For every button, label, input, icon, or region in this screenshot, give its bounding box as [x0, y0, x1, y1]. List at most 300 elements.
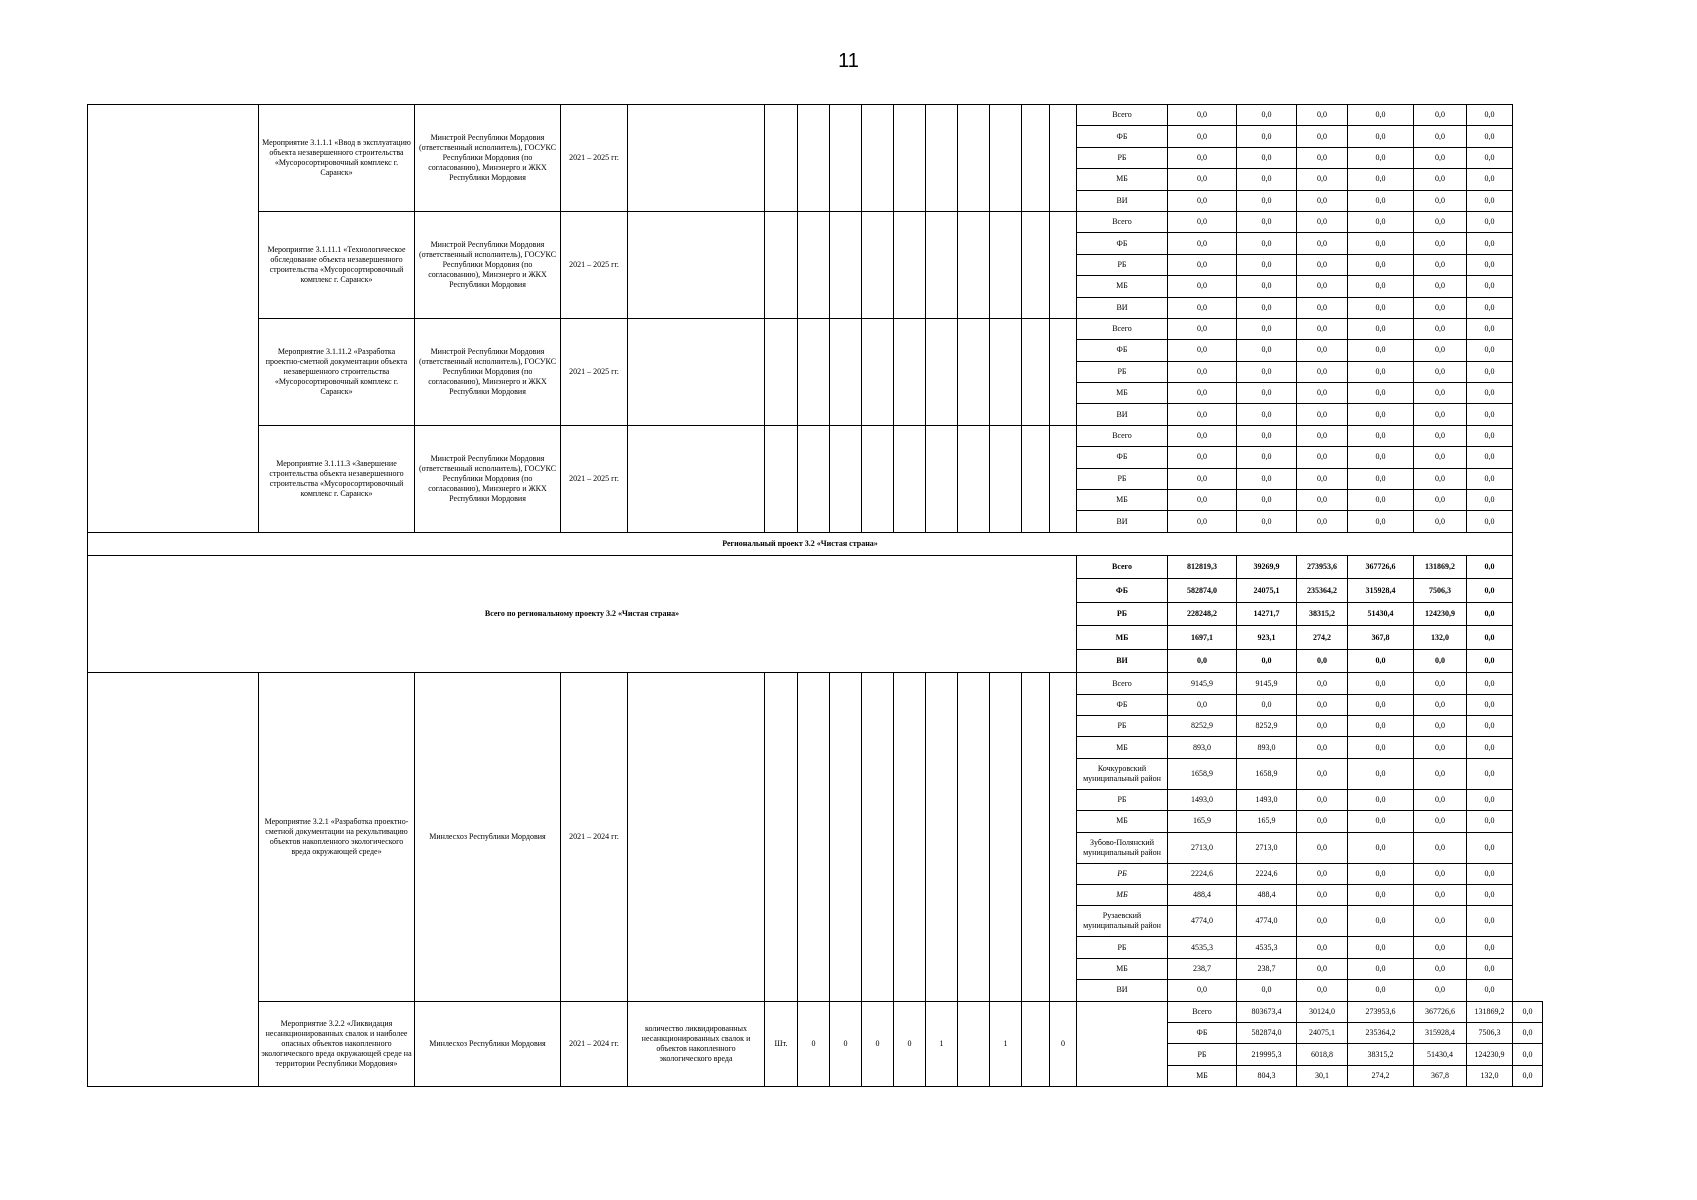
amount-cell: 0,0 — [1348, 937, 1414, 958]
amount-cell: 0,0 — [1168, 276, 1237, 297]
amount-cell: 0,0 — [1348, 863, 1414, 884]
amount-cell: 0,0 — [1414, 340, 1467, 361]
indicator-value-cell — [862, 673, 894, 1001]
funding-source-cell: Всего — [1077, 673, 1168, 694]
responsible-cell: Минлесхоз Республики Мордовия — [415, 673, 561, 1001]
amount-cell: 0,0 — [1297, 105, 1348, 126]
amount-cell: 0,0 — [1237, 340, 1297, 361]
amount-cell: 0,0 — [1467, 147, 1513, 168]
measure-name-cell: Мероприятие 3.1.11.3 «Завершение строительства объекта незавершенного строительства «Мусоросортировочный комплекс г. Саранск» — [259, 425, 415, 532]
amount-cell: 0,0 — [1467, 490, 1513, 511]
amount-cell: 0,0 — [1348, 832, 1414, 863]
amount-cell: 274,2 — [1348, 1065, 1414, 1086]
amount-cell: 9145,9 — [1168, 673, 1237, 694]
amount-cell: 235364,2 — [1348, 1023, 1414, 1044]
funding-source-cell: Зубово-Полянский муниципальный район — [1077, 832, 1168, 863]
amount-cell: 0,0 — [1348, 737, 1414, 758]
amount-cell: 51430,4 — [1348, 602, 1414, 626]
amount-cell: 8252,9 — [1168, 716, 1237, 737]
funding-source-cell: ФБ — [1077, 579, 1168, 603]
indicator-value-cell — [1050, 105, 1077, 212]
funding-source-cell: Всего — [1077, 555, 1168, 579]
indicator-value-cell: 0 — [1050, 1001, 1077, 1087]
amount-cell: 0,0 — [1467, 126, 1513, 147]
amount-cell: 7506,3 — [1467, 1023, 1513, 1044]
amount-cell: 38315,2 — [1348, 1044, 1414, 1065]
amount-cell: 2713,0 — [1168, 832, 1237, 863]
funding-source-cell: Всего — [1077, 318, 1168, 339]
responsible-cell: Минстрой Республики Мордовия (ответственный исполнитель), ГОСУКС Республики Мордовия (по согласованию), Минэнерго и ЖКХ Республики Мордовия — [415, 425, 561, 532]
amount-cell: 315928,4 — [1414, 1023, 1467, 1044]
amount-cell: 0,0 — [1168, 254, 1237, 275]
indicator-value-cell: 0 — [862, 1001, 894, 1087]
amount-cell: 131869,2 — [1467, 1001, 1513, 1022]
funding-source-cell: ВИ — [1077, 190, 1168, 211]
amount-cell: 0,0 — [1297, 937, 1348, 958]
amount-cell: 0,0 — [1297, 490, 1348, 511]
amount-cell: 39269,9 — [1237, 555, 1297, 579]
funding-source-cell: Всего — [1077, 211, 1168, 232]
amount-cell: 0,0 — [1348, 276, 1414, 297]
amount-cell: 488,4 — [1168, 885, 1237, 906]
amount-cell: 0,0 — [1414, 958, 1467, 979]
indicator-value-cell — [1050, 425, 1077, 532]
amount-cell: 0,0 — [1414, 980, 1467, 1001]
amount-cell: 0,0 — [1414, 863, 1467, 884]
funding-source-cell: ФБ — [1077, 126, 1168, 147]
amount-cell: 0,0 — [1467, 832, 1513, 863]
amount-cell: 0,0 — [1467, 885, 1513, 906]
amount-cell: 0,0 — [1414, 716, 1467, 737]
period-cell: 2021 – 2025 гг. — [561, 425, 628, 532]
amount-cell: 0,0 — [1414, 105, 1467, 126]
amount-cell: 0,0 — [1467, 716, 1513, 737]
amount-cell: 0,0 — [1348, 694, 1414, 715]
funding-source-cell: РБ — [1077, 147, 1168, 168]
amount-cell: 1697,1 — [1168, 626, 1237, 650]
amount-cell: 0,0 — [1467, 340, 1513, 361]
amount-cell: 893,0 — [1237, 737, 1297, 758]
amount-cell: 0,0 — [1237, 190, 1297, 211]
amount-cell: 0,0 — [1414, 937, 1467, 958]
amount-cell: 0,0 — [1467, 233, 1513, 254]
amount-cell: 0,0 — [1168, 169, 1237, 190]
amount-cell: 0,0 — [1168, 404, 1237, 425]
indicator-value-cell — [926, 673, 958, 1001]
page-number: 11 — [838, 50, 859, 72]
indicator-value-cell — [830, 425, 862, 532]
amount-cell: 0,0 — [1467, 649, 1513, 673]
indicator-value-cell — [926, 425, 958, 532]
amount-cell: 0,0 — [1467, 673, 1513, 694]
amount-cell: 0,0 — [1467, 105, 1513, 126]
indicator-value-cell: 0 — [894, 1001, 926, 1087]
amount-cell: 0,0 — [1414, 318, 1467, 339]
amount-cell: 0,0 — [1467, 318, 1513, 339]
amount-cell: 0,0 — [1297, 468, 1348, 489]
funding-source-cell: МБ — [1077, 626, 1168, 650]
indicator-value-cell — [1050, 673, 1077, 1001]
amount-cell: 0,0 — [1297, 958, 1348, 979]
amount-cell: 0,0 — [1297, 190, 1348, 211]
amount-cell: 812819,3 — [1168, 555, 1237, 579]
amount-cell: 0,0 — [1237, 425, 1297, 446]
amount-cell: 367,8 — [1414, 1065, 1467, 1086]
indicator-cell: количество ликвидированных несанкционированных свалок и объектов накопленного экологического вреда — [628, 1001, 765, 1087]
amount-cell: 0,0 — [1297, 906, 1348, 937]
amount-cell: 4774,0 — [1168, 906, 1237, 937]
table-row — [88, 1001, 1543, 1022]
amount-cell: 0,0 — [1467, 958, 1513, 979]
amount-cell: 0,0 — [1348, 885, 1414, 906]
amount-cell: 0,0 — [1237, 468, 1297, 489]
indicator-value-cell — [765, 318, 798, 425]
amount-cell: 0,0 — [1467, 937, 1513, 958]
funding-source-cell: РБ — [1077, 863, 1168, 884]
measure-name-cell: Мероприятие 3.1.11.2 «Разработка проектно-сметной документации объекта незавершенного строительства «Мусоросортировочный комплекс г. Саранск» — [259, 318, 415, 425]
amount-cell: 0,0 — [1348, 649, 1414, 673]
amount-cell: 0,0 — [1467, 190, 1513, 211]
amount-cell: 923,1 — [1237, 626, 1297, 650]
amount-cell: 0,0 — [1467, 447, 1513, 468]
amount-cell: 1493,0 — [1237, 789, 1297, 810]
amount-cell: 0,0 — [1348, 404, 1414, 425]
amount-cell: 1658,9 — [1168, 758, 1237, 789]
amount-cell: 0,0 — [1467, 425, 1513, 446]
period-cell: 2021 – 2025 гг. — [561, 211, 628, 318]
amount-cell: 0,0 — [1237, 169, 1297, 190]
amount-cell: 0,0 — [1168, 468, 1237, 489]
amount-cell: 2224,6 — [1168, 863, 1237, 884]
amount-cell: 238,7 — [1168, 958, 1237, 979]
amount-cell: 0,0 — [1414, 811, 1467, 832]
amount-cell: 0,0 — [1297, 811, 1348, 832]
amount-cell: 582874,0 — [1168, 579, 1237, 603]
table-row — [88, 105, 1543, 126]
amount-cell: 0,0 — [1414, 885, 1467, 906]
funding-source-cell: ВИ — [1077, 980, 1168, 1001]
indicator-cell — [628, 425, 765, 532]
amount-cell: 0,0 — [1297, 276, 1348, 297]
amount-cell: 0,0 — [1467, 211, 1513, 232]
amount-cell: 0,0 — [1237, 694, 1297, 715]
amount-cell: 0,0 — [1237, 447, 1297, 468]
regional-project-title: Региональный проект 3.2 «Чистая страна» — [88, 532, 1513, 555]
amount-cell: 219995,3 — [1237, 1044, 1297, 1065]
amount-cell: 0,0 — [1467, 811, 1513, 832]
amount-cell: 0,0 — [1168, 233, 1237, 254]
amount-cell: 0,0 — [1348, 490, 1414, 511]
amount-cell: 0,0 — [1467, 694, 1513, 715]
indicator-value-cell — [958, 1001, 990, 1087]
indicator-value-cell: 1 — [990, 1001, 1022, 1087]
amount-cell: 0,0 — [1237, 147, 1297, 168]
amount-cell: 0,0 — [1237, 233, 1297, 254]
indicator-value-cell — [958, 425, 990, 532]
indicator-value-cell — [1077, 1001, 1168, 1087]
amount-cell: 0,0 — [1467, 579, 1513, 603]
amount-cell: 0,0 — [1467, 169, 1513, 190]
amount-cell: 0,0 — [1297, 383, 1348, 404]
amount-cell: 132,0 — [1467, 1065, 1513, 1086]
program-financing-table — [87, 104, 1543, 1087]
indicator-value-cell — [990, 318, 1022, 425]
amount-cell: 0,0 — [1414, 673, 1467, 694]
amount-cell: 0,0 — [1237, 254, 1297, 275]
indicator-value-cell — [830, 105, 862, 212]
amount-cell: 0,0 — [1348, 190, 1414, 211]
indicator-value-cell — [798, 425, 830, 532]
funding-source-cell: ВИ — [1077, 649, 1168, 673]
amount-cell: 0,0 — [1297, 694, 1348, 715]
amount-cell: 0,0 — [1414, 694, 1467, 715]
amount-cell: 0,0 — [1348, 468, 1414, 489]
amount-cell: 0,0 — [1414, 425, 1467, 446]
amount-cell: 0,0 — [1348, 211, 1414, 232]
amount-cell: 0,0 — [1414, 169, 1467, 190]
amount-cell: 0,0 — [1348, 980, 1414, 1001]
amount-cell: 0,0 — [1237, 649, 1297, 673]
amount-cell: 4535,3 — [1237, 937, 1297, 958]
amount-cell: 0,0 — [1237, 490, 1297, 511]
funding-source-cell: МБ — [1077, 811, 1168, 832]
funding-source-cell: МБ — [1077, 490, 1168, 511]
amount-cell: 0,0 — [1414, 147, 1467, 168]
indicator-value-cell: 0 — [830, 1001, 862, 1087]
responsible-cell: Минстрой Республики Мордовия (ответственный исполнитель), ГОСУКС Республики Мордовия (по согласованию), Минэнерго и ЖКХ Республики Мордовия — [415, 105, 561, 212]
indicator-value-cell — [798, 211, 830, 318]
amount-cell: 893,0 — [1168, 737, 1237, 758]
amount-cell: 0,0 — [1168, 649, 1237, 673]
amount-cell: 0,0 — [1168, 447, 1237, 468]
table-row — [88, 425, 1543, 446]
amount-cell: 0,0 — [1513, 1044, 1543, 1065]
amount-cell: 7506,3 — [1414, 579, 1467, 603]
funding-source-cell: ВИ — [1077, 297, 1168, 318]
funding-source-cell: РБ — [1077, 602, 1168, 626]
amount-cell: 51430,4 — [1414, 1044, 1467, 1065]
amount-cell: 0,0 — [1513, 1023, 1543, 1044]
amount-cell: 0,0 — [1237, 383, 1297, 404]
amount-cell: 0,0 — [1168, 980, 1237, 1001]
amount-cell: 0,0 — [1297, 297, 1348, 318]
indicator-value-cell — [894, 425, 926, 532]
amount-cell: 0,0 — [1414, 468, 1467, 489]
amount-cell: 24075,1 — [1237, 579, 1297, 603]
amount-cell: 0,0 — [1348, 789, 1414, 810]
total-row — [88, 555, 1543, 579]
amount-cell: 0,0 — [1348, 383, 1414, 404]
indicator-cell — [628, 318, 765, 425]
period-cell: 2021 – 2024 гг. — [561, 1001, 628, 1087]
amount-cell: 0,0 — [1467, 602, 1513, 626]
amount-cell: 0,0 — [1513, 1001, 1543, 1022]
amount-cell: 0,0 — [1297, 126, 1348, 147]
indicator-value-cell — [862, 318, 894, 425]
amount-cell: 0,0 — [1348, 811, 1414, 832]
amount-cell: 0,0 — [1237, 404, 1297, 425]
amount-cell: 0,0 — [1237, 361, 1297, 382]
funding-source-cell: МБ — [1077, 276, 1168, 297]
amount-cell: 0,0 — [1348, 425, 1414, 446]
funding-source-cell: Всего — [1077, 105, 1168, 126]
indicator-value-cell — [765, 425, 798, 532]
amount-cell: 0,0 — [1168, 694, 1237, 715]
indicator-value-cell — [862, 105, 894, 212]
amount-cell: 124230,9 — [1414, 602, 1467, 626]
amount-cell: 0,0 — [1168, 425, 1237, 446]
amount-cell: 0,0 — [1168, 361, 1237, 382]
funding-source-cell: МБ — [1077, 885, 1168, 906]
amount-cell: 0,0 — [1168, 105, 1237, 126]
amount-cell: 4774,0 — [1237, 906, 1297, 937]
funding-source-cell: Всего — [1168, 1001, 1237, 1022]
blank-cell — [88, 673, 259, 1087]
amount-cell: 803673,4 — [1237, 1001, 1297, 1022]
amount-cell: 30,1 — [1297, 1065, 1348, 1086]
amount-cell: 0,0 — [1168, 318, 1237, 339]
indicator-value-cell — [990, 211, 1022, 318]
indicator-cell — [628, 673, 765, 1001]
amount-cell: 273953,6 — [1348, 1001, 1414, 1022]
measure-name-cell: Мероприятие 3.1.1.1 «Ввод в эксплуатацию объекта незавершенного строительства «Мусоросортировочный комплекс г. Саранск» — [259, 105, 415, 212]
indicator-cell — [628, 211, 765, 318]
amount-cell: 2224,6 — [1237, 863, 1297, 884]
amount-cell: 0,0 — [1414, 906, 1467, 937]
period-cell: 2021 – 2025 гг. — [561, 105, 628, 212]
amount-cell: 0,0 — [1297, 511, 1348, 532]
period-cell: 2021 – 2025 гг. — [561, 318, 628, 425]
funding-source-cell: ФБ — [1168, 1023, 1237, 1044]
amount-cell: 0,0 — [1414, 737, 1467, 758]
funding-source-cell: ФБ — [1077, 340, 1168, 361]
amount-cell: 0,0 — [1467, 980, 1513, 1001]
amount-cell: 0,0 — [1297, 863, 1348, 884]
amount-cell: 0,0 — [1414, 447, 1467, 468]
amount-cell: 0,0 — [1348, 233, 1414, 254]
amount-cell: 0,0 — [1348, 716, 1414, 737]
funding-source-cell: РБ — [1077, 254, 1168, 275]
amount-cell: 1658,9 — [1237, 758, 1297, 789]
indicator-value-cell — [990, 673, 1022, 1001]
funding-source-cell: ВИ — [1077, 511, 1168, 532]
funding-source-cell: Всего — [1077, 425, 1168, 446]
amount-cell: 165,9 — [1237, 811, 1297, 832]
amount-cell: 0,0 — [1168, 211, 1237, 232]
indicator-value-cell — [830, 673, 862, 1001]
amount-cell: 0,0 — [1467, 254, 1513, 275]
amount-cell: 273953,6 — [1297, 555, 1348, 579]
amount-cell: 0,0 — [1348, 297, 1414, 318]
amount-cell: 0,0 — [1348, 340, 1414, 361]
amount-cell: 0,0 — [1467, 555, 1513, 579]
amount-cell: 24075,1 — [1297, 1023, 1348, 1044]
amount-cell: 0,0 — [1297, 832, 1348, 863]
indicator-value-cell — [958, 673, 990, 1001]
indicator-value-cell — [1022, 318, 1050, 425]
indicator-value-cell — [862, 211, 894, 318]
amount-cell: 0,0 — [1297, 211, 1348, 232]
funding-source-cell: МБ — [1077, 169, 1168, 190]
amount-cell: 0,0 — [1467, 511, 1513, 532]
indicator-value-cell — [765, 105, 798, 212]
amount-cell: 0,0 — [1297, 789, 1348, 810]
funding-source-cell: ФБ — [1077, 694, 1168, 715]
indicator-value-cell — [798, 318, 830, 425]
indicator-value-cell: 0 — [798, 1001, 830, 1087]
indicator-value-cell — [894, 211, 926, 318]
measure-name-cell: Мероприятие 3.2.2 «Ликвидация несанкционированных свалок и наиболее опасных объектов накопленного экологического вреда окружающей среде на территории Республики Мордовия» — [259, 1001, 415, 1087]
funding-source-cell: ФБ — [1077, 233, 1168, 254]
funding-source-cell: МБ — [1168, 1065, 1237, 1086]
indicator-value-cell — [1022, 211, 1050, 318]
amount-cell: 0,0 — [1297, 425, 1348, 446]
amount-cell: 0,0 — [1348, 673, 1414, 694]
amount-cell: 0,0 — [1348, 958, 1414, 979]
amount-cell: 0,0 — [1467, 361, 1513, 382]
indicator-value-cell — [1022, 1001, 1050, 1087]
amount-cell: 1493,0 — [1168, 789, 1237, 810]
funding-source-cell: РБ — [1077, 361, 1168, 382]
amount-cell: 0,0 — [1168, 190, 1237, 211]
amount-cell: 238,7 — [1237, 958, 1297, 979]
funding-source-cell: МБ — [1077, 737, 1168, 758]
blank-cell — [88, 105, 259, 533]
amount-cell: 0,0 — [1297, 649, 1348, 673]
amount-cell: 0,0 — [1414, 832, 1467, 863]
regional-total-label: Всего по региональному проекту 3.2 «Чистая страна» — [88, 555, 1077, 673]
indicator-value-cell — [1022, 673, 1050, 1001]
amount-cell: 0,0 — [1348, 758, 1414, 789]
amount-cell: 0,0 — [1237, 511, 1297, 532]
amount-cell: 0,0 — [1297, 447, 1348, 468]
funding-source-cell: Рузаевский муниципальный район — [1077, 906, 1168, 937]
funding-source-cell: МБ — [1077, 958, 1168, 979]
amount-cell: 0,0 — [1467, 404, 1513, 425]
indicator-value-cell — [894, 105, 926, 212]
amount-cell: 0,0 — [1297, 673, 1348, 694]
amount-cell: 0,0 — [1348, 126, 1414, 147]
amount-cell: 0,0 — [1414, 490, 1467, 511]
amount-cell: 0,0 — [1297, 737, 1348, 758]
amount-cell: 0,0 — [1348, 906, 1414, 937]
amount-cell: 0,0 — [1168, 490, 1237, 511]
amount-cell: 0,0 — [1237, 297, 1297, 318]
amount-cell: 0,0 — [1414, 190, 1467, 211]
indicator-value-cell — [765, 211, 798, 318]
indicator-value-cell — [926, 211, 958, 318]
amount-cell: 0,0 — [1414, 126, 1467, 147]
indicator-value-cell — [798, 105, 830, 212]
amount-cell: 0,0 — [1168, 340, 1237, 361]
funding-source-cell: РБ — [1077, 789, 1168, 810]
amount-cell: 274,2 — [1297, 626, 1348, 650]
indicator-cell — [628, 105, 765, 212]
amount-cell: 0,0 — [1237, 126, 1297, 147]
amount-cell: 0,0 — [1297, 758, 1348, 789]
amount-cell: 0,0 — [1348, 169, 1414, 190]
amount-cell: 0,0 — [1414, 233, 1467, 254]
amount-cell: 0,0 — [1348, 147, 1414, 168]
measure-name-cell: Мероприятие 3.2.1 «Разработка проектно-сметной документации на рекультивацию объектов накопленного экологического вреда окружающей среде» — [259, 673, 415, 1001]
indicator-value-cell — [926, 318, 958, 425]
amount-cell: 0,0 — [1414, 361, 1467, 382]
amount-cell: 0,0 — [1297, 169, 1348, 190]
amount-cell: 0,0 — [1414, 383, 1467, 404]
amount-cell: 0,0 — [1414, 649, 1467, 673]
amount-cell: 367,8 — [1348, 626, 1414, 650]
amount-cell: 6018,8 — [1297, 1044, 1348, 1065]
